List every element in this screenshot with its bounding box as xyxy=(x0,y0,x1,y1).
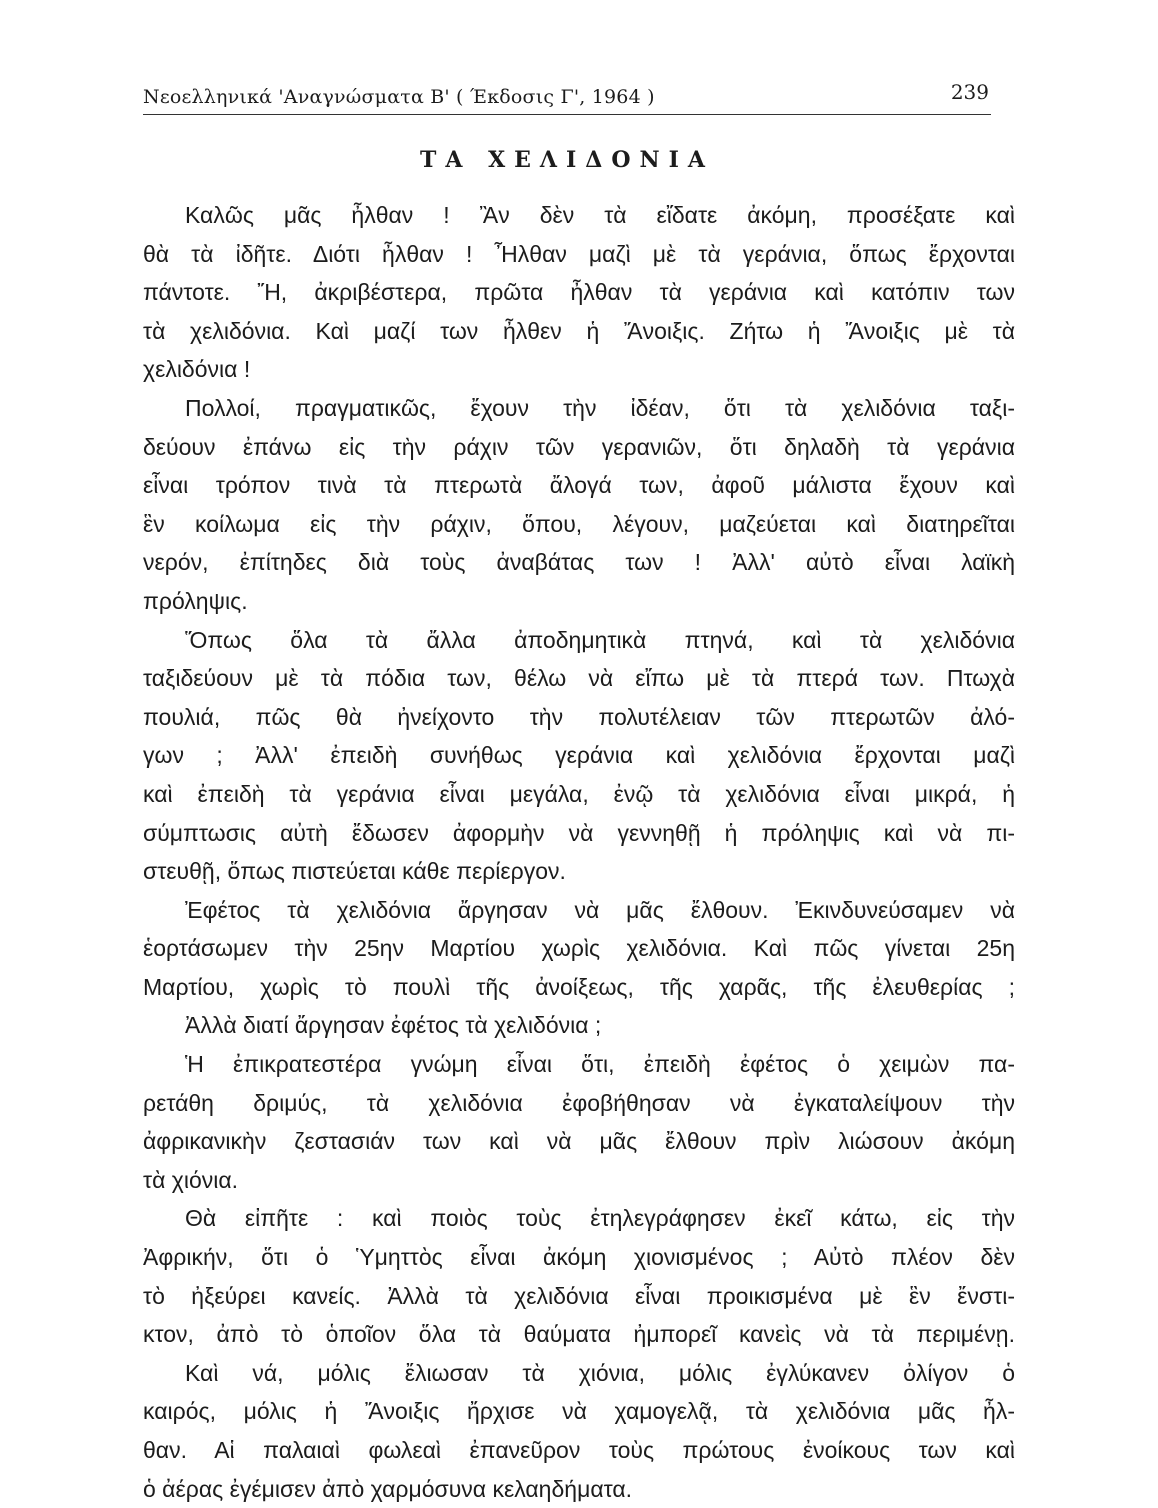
text-line: Ἀφρικήν, ὅτι ὁ Ὑμηττὸς εἶναι ἀκόμη χιονισμένος ; Αὐτὸ πλέον δὲν xyxy=(143,1244,1015,1271)
text-line: κτον, ἀπὸ τὸ ὁποῖον ὅλα τὰ θαύματα ἠμπορεῖ κανεὶς νὰ τὰ περιμένῃ. xyxy=(143,1321,1015,1348)
text-line: Καλῶς μᾶς ἦλθαν ! Ἂν δὲν τὰ εἴδατε ἀκόμη, προσέξατε καὶ xyxy=(185,202,1015,228)
text-line: θὰ τὰ ἰδῆτε. Διότι ἦλθαν ! Ἦλθαν μαζὶ μὲ τὰ γεράνια, ὅπως ἔρχονται xyxy=(143,240,1015,267)
text-line: νερόν, ἐπίτηδες διὰ τοὺς ἀναβάτας των ! Ἀλλ' αὐτὸ εἶναι λαϊκὴ xyxy=(143,549,1015,576)
text-line: ὁ ἀέρας ἐγέμισεν ἀπὸ χαρμόσυνα κελαηδήματα. xyxy=(143,1475,633,1502)
text-line: ταξιδεύουν μὲ τὰ πόδια των, θέλω νὰ εἴπω μὲ τὰ πτερά των. Πτωχὰ xyxy=(143,665,1015,692)
text-line: στευθῇ, ὅπως πιστεύεται κάθε περίεργον. xyxy=(143,858,566,885)
text-line: καὶ ἐπειδὴ τὰ γεράνια εἶναι μεγάλα, ἐνῷ τὰ χελιδόνια εἶναι μικρά, ἡ xyxy=(143,780,1015,807)
text-line: πάντοτε. Ἤ, ἀκριβέστερα, πρῶτα ἦλθαν τὰ γεράνια καὶ κατόπιν των xyxy=(143,279,1015,306)
text-line: εἶναι τρόπον τινὰ τὰ πτερωτὰ ἄλογά των, ἀφοῦ μάλιστα ἔχουν καὶ xyxy=(143,472,1015,499)
text-line: ἓν κοίλωμα εἰς τὴν ράχιν, ὅπου, λέγουν, μαζεύεται καὶ διατηρεῖται xyxy=(143,510,1015,537)
text-line: δεύουν ἐπάνω εἰς τὴν ράχιν τῶν γερανιῶν, ὅτι δηλαδὴ τὰ γεράνια xyxy=(143,433,1015,460)
text-line: καιρός, μόλις ἡ Ἄνοιξις ἤρχισε νὰ χαμογελᾷ, τὰ χελιδόνια μᾶς ἦλ- xyxy=(143,1398,1015,1425)
text-line: Πολλοί, πραγματικῶς, ἔχουν τὴν ἰδέαν, ὅτι τὰ χελιδόνια ταξι- xyxy=(185,394,1015,421)
body-text xyxy=(143,196,1015,1508)
text-line: Μαρτίου, χωρὶς τὸ πουλὶ τῆς ἀνοίξεως, τῆς χαρᾶς, τῆς ἐλευθερίας ; xyxy=(143,973,1015,1000)
text-line: τὰ χιόνια. xyxy=(143,1166,239,1193)
text-line: ἑορτάσωμεν τὴν 25ην Μαρτίου χωρὶς χελιδόνια. Καὶ πῶς γίνεται 25η xyxy=(143,935,1015,962)
text-line: σύμπτωσις αὐτὴ ἔδωσεν ἀφορμὴν νὰ γεννηθῇ ἡ πρόληψις καὶ νὰ πι- xyxy=(143,819,1015,846)
text-line: Ὅπως ὅλα τὰ ἄλλα ἀποδημητικὰ πτηνά, καὶ τὰ χελιδόνια xyxy=(185,626,1015,653)
text-line: πρόληψις. xyxy=(143,587,248,614)
text-line: χελιδόνια ! xyxy=(143,356,251,383)
text-line: Καὶ νά, μόλις ἔλιωσαν τὰ χιόνια, μόλις ἐγλύκανεν ὀλίγον ὁ xyxy=(185,1359,1015,1386)
text-line: θαν. Αἱ παλαιαὶ φωλεαὶ ἐπανεῦρον τοὺς πρώτους ἐνοίκους των καὶ xyxy=(143,1437,1015,1463)
book-title: Νεοελληνικά 'Αναγνώσματα Β' ( Έκδοσις Γ', 1964 ) xyxy=(143,86,655,108)
text-line: τὰ χελιδόνια. Καὶ μαζί των ἦλθεν ἡ Ἄνοιξις. Ζήτω ἡ Ἄνοιξις μὲ τὰ xyxy=(143,317,1015,344)
text-line: γων ; Ἀλλ' ἐπειδὴ συνήθως γεράνια καὶ χελιδόνια ἔρχονται μαζὶ xyxy=(143,742,1015,769)
text-line: Ἐφέτος τὰ χελιδόνια ἄργησαν νὰ μᾶς ἔλθουν. Ἐκινδυνεύσαμεν νὰ xyxy=(185,896,1015,923)
text-line: Θὰ εἰπῆτε : καὶ ποιὸς τοὺς ἐτηλεγράφησεν ἐκεῖ κάτω, εἰς τὴν xyxy=(185,1205,1015,1232)
running-head xyxy=(143,80,991,115)
text-line: πουλιά, πῶς θὰ ἠνείχοντο τὴν πολυτέλειαν τῶν πτερωτῶν ἀλό- xyxy=(143,703,1015,730)
chapter-title: ΤΑ ΧΕΛΙΔΟΝΙΑ xyxy=(419,147,714,173)
text-line: Ἡ ἐπικρατεστέρα γνώμη εἶναι ὅτι, ἐπειδὴ ἐφέτος ὁ χειμὼν πα- xyxy=(185,1051,1015,1078)
text-line: ρετάθη δριμύς, τὰ χελιδόνια ἐφοβήθησαν νὰ ἐγκαταλείψουν τὴν xyxy=(143,1089,1015,1116)
text-line: τὸ ἠξεύρει κανείς. Ἀλλὰ τὰ χελιδόνια εἶναι προικισμένα μὲ ἓν ἔνστι- xyxy=(143,1282,1015,1309)
page-number: 239 xyxy=(950,80,989,104)
text-line: Ἀλλὰ διατί ἄργησαν ἐφέτος τὰ χελιδόνια ; xyxy=(185,1012,602,1039)
text-line: ἀφρικανικὴν ζεστασιάν των καὶ νὰ μᾶς ἔλθουν πρὶν λιώσουν ἀκόμη xyxy=(143,1128,1015,1155)
